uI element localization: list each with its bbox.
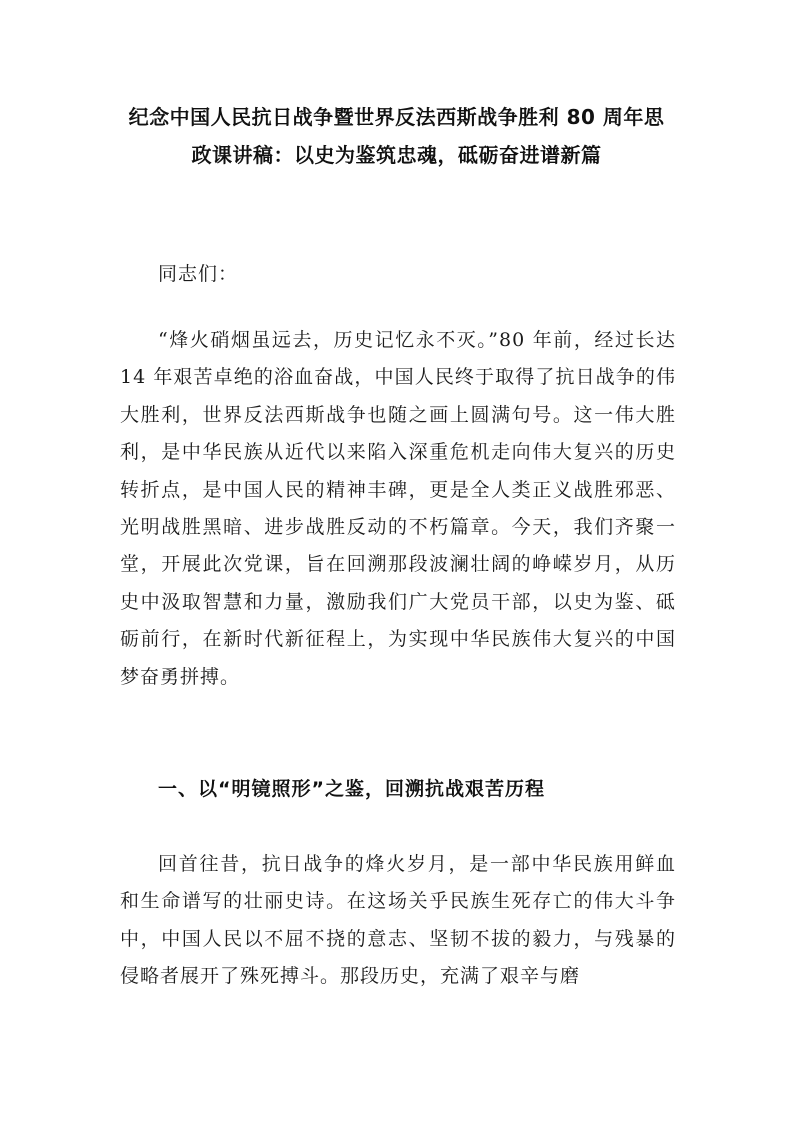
section-heading-1: 一、以“明镜照形”之鉴，回溯抗战艰苦历程 xyxy=(158,778,545,800)
paragraph-section-1: 回首往昔，抗日战争的烽火岁月，是一部中华民族用鲜血和生命谱写的壮丽史诗。在这场关乎民族生死存亡的伟大斗争中，中国人民以不屈不挠的意志、坚韧不拔的毅力，与残暴的侵略者展开了殊死搏斗。那段历史，充满了艰辛与磨 xyxy=(120,853,676,988)
document-title xyxy=(100,98,693,174)
title-line-2: 政课讲稿：以史为鉴筑忠魂，砥砺奋进谱新篇 xyxy=(191,143,602,167)
paragraph-intro: “烽火硝烟虽远去，历史记忆永不灭。”80 年前，经过长达 14 年艰苦卓绝的浴血奋战，中国人民终于取得了抗日战争的伟大胜利，世界反法西斯战争也随之画上圆满句号。这一伟大胜利，是中华民族从近代以来陷入深重危机走向伟大复兴的历史转折点，是中国人民的精神丰碑，更是全人类正义战胜邪恶、光明战胜黑暗、进步战胜反动的不朽篇章。今天，我们齐聚一堂，开展此次党课，旨在回溯那段波澜壮阔的峥嵘岁月，从历史中汲取智慧和力量，激励我们广大党员干部，以史为鉴、砥砺前行，在新时代新征程上，为实现中华民族伟大复兴的中国梦奋勇拼搏。 xyxy=(120,329,676,688)
salutation: 同志们： xyxy=(158,263,239,285)
title-line-1: 纪念中国人民抗日战争暨世界反法西斯战争胜利 80 周年思 xyxy=(128,105,665,129)
